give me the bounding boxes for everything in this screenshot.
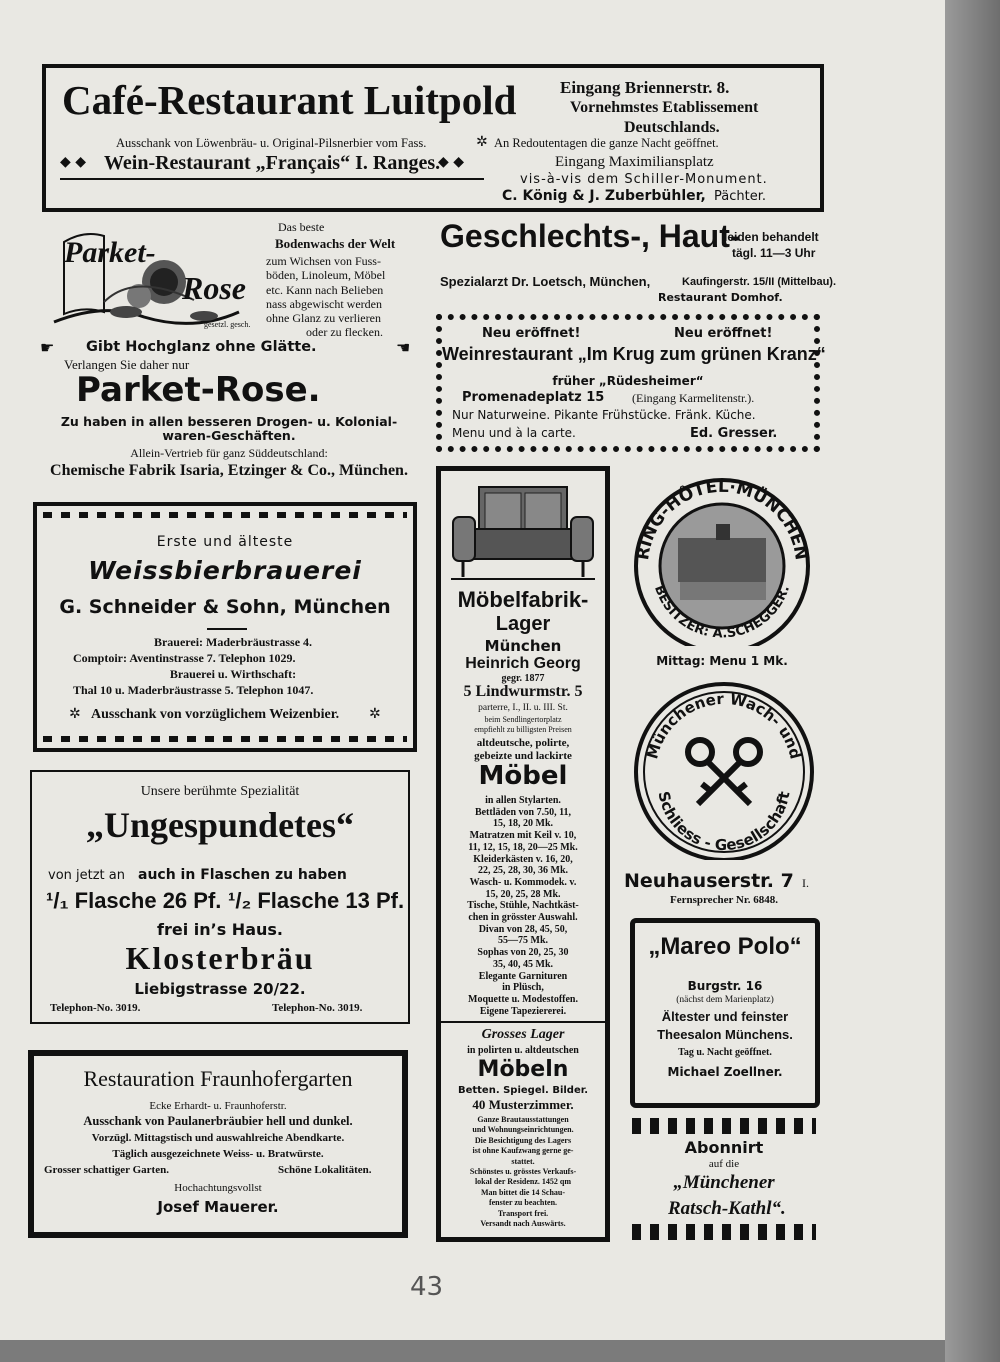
- decor-dots-icon: ◆ ◆: [60, 154, 86, 170]
- moebel-large-2: in polirten u. altdeutschen: [467, 1045, 579, 1056]
- moebel-styles: [441, 737, 605, 763]
- parket-desc-line: ohne Glanz zu verlieren: [266, 311, 381, 326]
- marco-street: Burgstr. 16: [687, 979, 763, 993]
- border-pattern: [632, 1118, 816, 1134]
- ad-schneider: [33, 502, 417, 752]
- moebel-end-line: Man bittet die 14 Schau-: [481, 1187, 565, 1197]
- luitpold-entrance-1: Eingang Briennerstr. 8.: [560, 78, 730, 97]
- pointing-hand-icon: ☛: [40, 338, 55, 357]
- parket-available-line: waren-Geschäften.: [162, 428, 296, 443]
- moebel-rule: [441, 1021, 605, 1023]
- parket-desc-line: böden, Linoleum, Möbel: [266, 268, 386, 283]
- moebel-list-line: Divan von 28, 45, 50,: [478, 923, 568, 935]
- luitpold-redoute: An Redoutentagen die ganze Nacht geöffnet.: [494, 136, 719, 150]
- moebel-list-line: 35, 40, 45 Mk.: [493, 958, 553, 970]
- krug-offer: Nur Naturweine. Pikante Frühstücke. Fränk. Küche.: [452, 408, 756, 422]
- moebel-style-line: altdeutsche, polirte,: [476, 737, 570, 749]
- fraunhofer-garden: Grosser schattiger Garten.: [44, 1164, 169, 1176]
- ad-ring-hotel: [620, 466, 824, 674]
- schneider-line: Thal 10 u. Maderbräustrasse 5. Telephon 1047.: [73, 683, 314, 697]
- ad-dr-loetsch: [436, 218, 837, 306]
- marco-owner: Michael Zoellner.: [667, 1065, 783, 1079]
- krug-address: Promenadeplatz 15: [462, 390, 605, 405]
- krug-new-1: Neu eröffnet!: [482, 326, 581, 341]
- ad-cafe-luitpold: [42, 64, 824, 212]
- schneider-name: G. Schneider & Sohn, München: [59, 596, 391, 618]
- krug-new-2: Neu eröffnet!: [674, 326, 773, 341]
- schneider-title: Weissbierbrauerei: [88, 556, 362, 585]
- parket-best: Das beste: [278, 220, 325, 234]
- kloster-price-2: ¹/₂ Flasche 13 Pf.: [228, 888, 405, 913]
- krug-menu: Menu und à la carte.: [452, 426, 576, 440]
- wach-floor: I.: [802, 876, 809, 890]
- moebel-list-line: 15, 18, 20 Mk.: [493, 818, 553, 830]
- loetsch-side-2: tägl. 11—3 Uhr: [732, 246, 816, 260]
- moebel-list-line: 15, 20, 25, 28 Mk.: [485, 888, 561, 900]
- ratsch-sub: Abonnirt: [684, 1138, 764, 1157]
- parket-logo-top: Parket-: [64, 236, 156, 269]
- moebel-list-line: 22, 25, 28, 30, 36 Mk.: [478, 865, 568, 877]
- wach-top-text: Münchener Wach- und: [643, 689, 805, 761]
- parket-rose-logo: [44, 222, 250, 332]
- ad-ratsch-kathl: [626, 1114, 822, 1246]
- loetsch-address: Kaufingerstr. 15/II (Mittelbau).: [682, 276, 837, 288]
- moebel-rooms: 40 Musterzimmer.: [472, 1097, 574, 1112]
- moebel-end-line: stattet.: [511, 1156, 535, 1166]
- hotel-lunch: Mittag: Menu 1 Mk.: [656, 654, 788, 668]
- fraunhofer-title: Restauration Fraunhofergarten: [83, 1066, 353, 1091]
- marco-line-2: Theesalon Münchens.: [657, 1027, 793, 1042]
- decor-dots-icon: ◆ ◆: [438, 154, 464, 170]
- moebel-small: [441, 715, 605, 735]
- luitpold-tap-line: Ausschank von Löwenbräu- u. Original-Pilsnerbier vom Fass.: [116, 136, 427, 150]
- luitpold-owners-role: Pächter.: [714, 189, 766, 204]
- parket-gloss: Gibt Hochglanz ohne Glätte.: [86, 339, 317, 355]
- luitpold-rule: [60, 178, 484, 180]
- parket-desc-line: zum Wichsen von Fuss-: [266, 254, 381, 268]
- loetsch-title: Geschlechts-, Haut-: [440, 218, 741, 254]
- moebel-title-1: Möbelfabrik-: [457, 587, 589, 612]
- schneider-lines: [73, 634, 393, 698]
- fraunhofer-regards: Hochachtungsvollst: [174, 1182, 262, 1194]
- star-icon: ✲: [476, 134, 488, 150]
- moebel-end-line: Die Besichtigung des Lagers: [474, 1135, 572, 1145]
- schneider-line: Brauerei u. Wirthschaft:: [169, 667, 297, 681]
- marco-open: Tag u. Nacht geöffnet.: [678, 1047, 772, 1058]
- wach-phone: Fernsprecher Nr. 6848.: [670, 894, 778, 906]
- kloster-product: „Ungespundetes“: [85, 805, 355, 845]
- sofa-illustration: [449, 479, 597, 583]
- fraunhofer-tap: Ausschank von Paulanerbräubier hell und dunkel.: [83, 1114, 353, 1128]
- marco-title: „Mareo Polo“: [648, 933, 802, 960]
- moebel-end-line: ist ohne Kaufzwang gerne ge-: [472, 1146, 574, 1156]
- kloster-famous: Unsere berühmte Spezialität: [140, 784, 300, 799]
- luitpold-title: Café-Restaurant Luitpold: [62, 77, 517, 123]
- ad-fraunhofergarten: [28, 1050, 408, 1238]
- ratsch-on: auf die: [708, 1158, 740, 1170]
- fraunhofer-rooms: Schöne Lokalitäten.: [278, 1164, 372, 1176]
- ad-moebel-georg: [436, 466, 610, 1242]
- loetsch-doctor: Spezialarzt Dr. Loetsch, München,: [440, 274, 651, 289]
- moebel-floors: parterre, I., II. u. III. St.: [478, 703, 568, 713]
- moebel-end: [441, 1115, 605, 1229]
- parket-desc-line: nass abgewischt werden: [266, 296, 382, 311]
- border-pattern: [43, 736, 407, 742]
- kloster-phone-right: Telephon-No. 3019.: [272, 1002, 363, 1014]
- ring-bottom-text: BESITZER: A.SCHEGGER.: [650, 583, 793, 642]
- luitpold-wine: Wein-Restaurant „Français“ I. Ranges.: [104, 152, 441, 174]
- ring-hotel-seal: [620, 466, 824, 646]
- moebel-name: Heinrich Georg: [465, 655, 581, 672]
- moebel-end-line: Versandt nach Auswärts.: [480, 1219, 566, 1229]
- ad-krug-gruenen-kranz: [436, 314, 826, 452]
- kloster-street: Liebigstrasse 20/22.: [134, 980, 306, 998]
- border-pattern: [43, 512, 407, 518]
- krug-entrance: (Eingang Karmelitenstr.).: [632, 391, 755, 405]
- ring-top-text: RING-HÔTEL·MÜNCHEN: [633, 476, 811, 562]
- schneider-rule: [207, 628, 247, 630]
- fraunhofer-owner: Josef Mauerer.: [157, 1198, 279, 1216]
- schneider-line: Comptoir: Aventinstrasse 7. Telephon 1029.: [73, 651, 296, 665]
- fraunhofer-lunch: Vorzügl. Mittagstisch und auswahlreiche Abendkarte.: [91, 1132, 345, 1144]
- krug-formerly: früher „Rüdesheimer“: [552, 374, 704, 388]
- page-edge-shadow: [945, 0, 1000, 1362]
- krug-owner: Ed. Gresser.: [690, 426, 778, 441]
- ad-klosterbraeu: [30, 770, 410, 1024]
- krug-title: Weinrestaurant „Im Krug zum grünen Kranz“: [442, 344, 826, 364]
- kloster-phone-left: Telephon-No. 3019.: [50, 1002, 141, 1014]
- parket-wax: Bodenwachs der Welt: [275, 236, 396, 251]
- moebel-list-line: Sophas von 20, 25, 30: [477, 947, 569, 959]
- ad-wach-schliess: [624, 680, 824, 910]
- moebel-address: 5 Lindwurmstr. 5: [463, 683, 583, 700]
- moebel-list: [441, 795, 605, 1017]
- moebel-list-line: 55—75 Mk.: [498, 935, 548, 947]
- parket-company: Chemische Fabrik Isaria, Etzinger & Co., München.: [50, 462, 408, 479]
- moebel-small-line: empfiehlt zu billigsten Preisen: [474, 725, 572, 734]
- parket-available-line: Zu haben in allen besseren Drogen- u. Kolonial-: [60, 414, 398, 429]
- kloster-brand: Klosterbräu: [125, 940, 315, 976]
- star-icon: ✲: [69, 706, 81, 722]
- kloster-price-1: ¹/₁ Flasche 26 Pf.: [46, 888, 222, 913]
- luitpold-monument: vis-à-vis dem Schiller-Monument.: [520, 172, 768, 187]
- parket-logo-bottom: Rose: [182, 270, 246, 306]
- moebel-founded: gegr. 1877: [501, 673, 545, 684]
- kloster-bottles: auch in Flaschen zu haben: [138, 867, 347, 883]
- moebel-list-line: Elegante Garnituren: [478, 970, 568, 982]
- moebel-end-line: Ganze Brautausstattungen: [477, 1115, 569, 1124]
- moebel-list-line: 11, 12, 15, 18, 20—25 Mk.: [468, 841, 578, 853]
- moebel-title-2: Lager: [495, 613, 551, 635]
- luitpold-entrance-2: Eingang Maximiliansplatz: [555, 154, 714, 170]
- moebel-style-line: gebeizte und lackirte: [474, 750, 572, 762]
- parket-desc-line: etc. Kann nach Belieben: [266, 282, 384, 297]
- parket-available: [36, 415, 422, 443]
- schneider-tap: Ausschank von vorzüglichem Weizenbier.: [91, 707, 340, 722]
- pointing-hand-icon: ☚: [396, 338, 411, 357]
- moebel-large: Grosses Lager: [481, 1027, 565, 1042]
- ratsch-title-1: „Münchener: [673, 1172, 775, 1193]
- ratsch-title-2: Ratsch-Kathl“.: [668, 1198, 786, 1219]
- moebel-list-line: Bettläden von 7.50, 11,: [474, 806, 572, 818]
- fraunhofer-sausage: Täglich ausgezeichnete Weiss- u. Bratwürste.: [112, 1148, 324, 1160]
- moebel-list-line: Tische, Stühle, Nachtkäst-: [467, 900, 579, 912]
- moebel-end-line: Transport frei.: [497, 1208, 549, 1218]
- wach-seal: [624, 680, 824, 860]
- parket-desc: [266, 254, 385, 340]
- ad-marco-polo: [630, 918, 820, 1108]
- parket-desc-line: oder zu flecken.: [306, 325, 383, 340]
- moebel-list-line: Matratzen mit Keil v. 10,: [469, 830, 577, 842]
- schneider-first: Erste und älteste: [156, 534, 294, 550]
- marco-line-1: Ältester und feinster: [661, 1009, 789, 1024]
- moebel-end-line: lokal der Residenz. 1452 qm: [474, 1177, 572, 1187]
- moebel-list-line: Wasch- u. Kommodek. v.: [469, 876, 577, 888]
- ad-parket-rose: [36, 218, 422, 490]
- kloster-free: frei in’s Haus.: [157, 920, 283, 939]
- kloster-now: von jetzt an: [48, 868, 125, 883]
- parket-sole: Allein-Vertrieb für ganz Süddeutschland:: [130, 446, 328, 460]
- loetsch-near: Restaurant Domhof.: [658, 291, 783, 304]
- moebel-list-line: Kleiderkästen v. 16, 20,: [473, 853, 573, 865]
- moebel-end-line: Schönstes u. grösstes Verkaufs-: [469, 1167, 577, 1177]
- fraunhofer-corner: Ecke Erhardt- u. Fraunhoferstr.: [149, 1100, 287, 1112]
- moebel-beds: Betten. Spiegel. Bilder.: [457, 1085, 589, 1096]
- moebel-list-line: chen in grösster Auswahl.: [468, 912, 578, 924]
- parket-logo-mark: gesetzl. gesch.: [204, 320, 251, 329]
- star-icon: ✲: [369, 706, 381, 722]
- crossed-keys-icon: [688, 740, 760, 804]
- page-number: 43: [410, 1272, 444, 1302]
- moebel-list-line: in Plüsch,: [502, 982, 544, 994]
- wach-bottom-text: Schliess - Gesellschaft: [654, 789, 794, 855]
- border-pattern: [632, 1224, 816, 1240]
- marco-near: (nächst dem Marienplatz): [676, 995, 774, 1005]
- loetsch-side-1: leiden behandelt: [724, 230, 819, 244]
- moebel-list-line: Moquette u. Modestoffen.: [468, 993, 578, 1005]
- parket-ask: Verlangen Sie daher nur: [64, 357, 190, 372]
- sofa-icon: [449, 479, 597, 583]
- moebel-list-line: Eigene Tapeziererei.: [479, 1005, 567, 1017]
- moebel-small-line: beim Sendlingertorplatz: [484, 715, 562, 724]
- moebel-city: München: [484, 637, 562, 655]
- moebel-list-line: in allen Stylarten.: [485, 795, 561, 806]
- luitpold-owners: C. König & J. Zuberbühler,: [502, 188, 706, 204]
- wach-address: Neuhauserstr. 7: [624, 870, 794, 892]
- moebel-end-line: fenster zu beachten.: [488, 1198, 558, 1208]
- schneider-line: Brauerei: Maderbräustrasse 4.: [153, 635, 313, 649]
- parket-brand: Parket-Rose.: [76, 370, 321, 410]
- luitpold-slogan-1: Vornehmstes Etablissement: [570, 99, 759, 116]
- luitpold-slogan-2: Deutschlands.: [624, 119, 720, 136]
- moebel-moebeln: Möbeln: [477, 1057, 569, 1082]
- moebel-end-line: und Wohnungseinrichtungen.: [472, 1125, 574, 1135]
- moebel-word: Möbel: [478, 761, 568, 791]
